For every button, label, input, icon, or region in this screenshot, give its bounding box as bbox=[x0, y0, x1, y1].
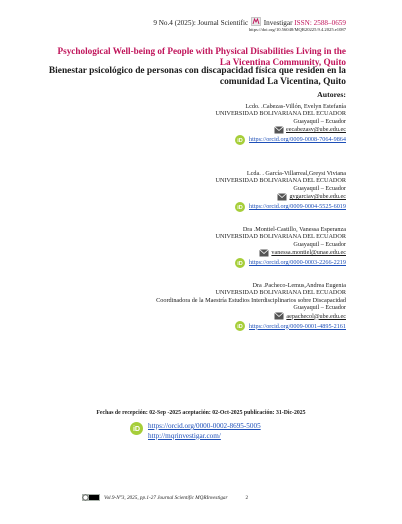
page-footer bbox=[82, 494, 248, 501]
svg-text:iD: iD bbox=[132, 425, 141, 434]
cc-license-icon bbox=[82, 494, 100, 501]
mail-icon bbox=[274, 312, 284, 320]
svg-text:iD: iD bbox=[237, 137, 243, 144]
author-block-1 bbox=[26, 103, 346, 145]
footer-citation: Vol.9-N°3, 2025, pp.1-27 Journal Scientific MQRInvestigar bbox=[104, 494, 228, 501]
author-orcid-link[interactable]: https://orcid.org/0009-0001-4895-2161 bbox=[249, 322, 346, 330]
orcid-icon[interactable] bbox=[235, 202, 245, 212]
author-location: Guayaquil – Ecuador bbox=[293, 117, 346, 125]
journal-header-line bbox=[153, 17, 346, 27]
author-location: Guayaquil – Ecuador bbox=[293, 184, 346, 192]
journal-links bbox=[132, 422, 261, 442]
orcid-icon[interactable] bbox=[235, 321, 245, 331]
orcid-icon[interactable] bbox=[235, 135, 245, 145]
orcid-icon[interactable] bbox=[130, 422, 143, 435]
author-email[interactable]: eecabezasv@ube.edu.ec bbox=[286, 126, 346, 134]
journal-orcid-link[interactable]: https://orcid.org/0000-0002-8695-5005 bbox=[148, 422, 261, 430]
title-english: Psychological Well-being of People with Physical Disabilities Living in the La Vicentina Community, Quito bbox=[57, 46, 346, 67]
author-orcid-link[interactable]: https://orcid.org/0009-0008-7064-9864 bbox=[249, 136, 346, 144]
author-orcid-link[interactable]: https://orcid.org/0009-0004-5525-6019 bbox=[249, 203, 346, 211]
mail-icon bbox=[274, 126, 284, 134]
author-name: Lcdo. .Cabezas-Villón, Evelyn Estefanía bbox=[245, 103, 346, 110]
doi-link[interactable]: https://doi.org/10.56048/MQR20225.9.4.2025.e1087 bbox=[248, 27, 346, 32]
author-email[interactable]: aepachecol@ube.edu.ec bbox=[286, 312, 346, 320]
title-spanish: Bienestar psicológico de personas con discapacidad física que residen en la comunidad La Vicentina, Quito bbox=[48, 66, 346, 87]
mail-icon bbox=[277, 193, 287, 201]
author-affiliation: UNIVERSIDAD BOLIVARIANA DEL ECUADOR bbox=[215, 289, 346, 297]
orcid-icon[interactable] bbox=[235, 258, 245, 268]
journal-mid: Investigar bbox=[263, 19, 293, 27]
author-block-2 bbox=[26, 170, 346, 212]
journal-site-link[interactable]: http://mqrinvestigar.com/ bbox=[148, 431, 221, 440]
author-block-4 bbox=[26, 282, 346, 331]
author-affiliation: UNIVERSIDAD BOLIVARIANA DEL ECUADOR bbox=[215, 233, 346, 241]
author-affiliation: UNIVERSIDAD BOLIVARIANA DEL ECUADOR bbox=[215, 177, 346, 185]
author-block-3 bbox=[26, 226, 346, 268]
author-email[interactable]: gvgarciav@ube.edu.ec bbox=[289, 193, 346, 201]
author-orcid-link[interactable]: https://orcid.org/0000-0003-2266-2219 bbox=[249, 259, 346, 267]
author-location: Guayaquil – Ecuador bbox=[293, 240, 346, 248]
mail-icon bbox=[259, 249, 269, 257]
journal-prefix: 9 No.4 (2025): Journal Scientific bbox=[153, 19, 249, 27]
publication-dates: Fechas de recepción: 02-Sep -2025 aceptación: 02-Oct-2025 publicación: 31-Dic-2025 bbox=[96, 410, 306, 416]
author-name: Lcda. . García-Villarreal,Greysi Viviana bbox=[246, 170, 346, 177]
mqr-logo-icon bbox=[251, 17, 261, 26]
author-email[interactable]: vanessa.montiel@unae.edu.ec bbox=[271, 249, 346, 257]
author-location: Guayaquil – Ecuador bbox=[293, 303, 346, 311]
author-role: Coordinadora de la Maestría Estudios Interdisciplinarios sobre Discapacidad bbox=[156, 296, 346, 304]
svg-text:iD: iD bbox=[237, 204, 243, 211]
author-name: Dra .Montiel-Castillo, Vanessa Esperanza bbox=[242, 226, 346, 233]
author-name: Dra .Pacheco-Lemus,Andrea Eugenia bbox=[252, 282, 346, 289]
svg-text:iD: iD bbox=[237, 324, 243, 331]
author-affiliation: UNIVERSIDAD BOLIVARIANA DEL ECUADOR bbox=[215, 110, 346, 118]
page-number: 2 bbox=[245, 494, 249, 501]
authors-label: Autores: bbox=[317, 90, 346, 99]
svg-text:iD: iD bbox=[237, 260, 243, 267]
issn-text: ISSN: 2588–0659 bbox=[294, 19, 346, 27]
